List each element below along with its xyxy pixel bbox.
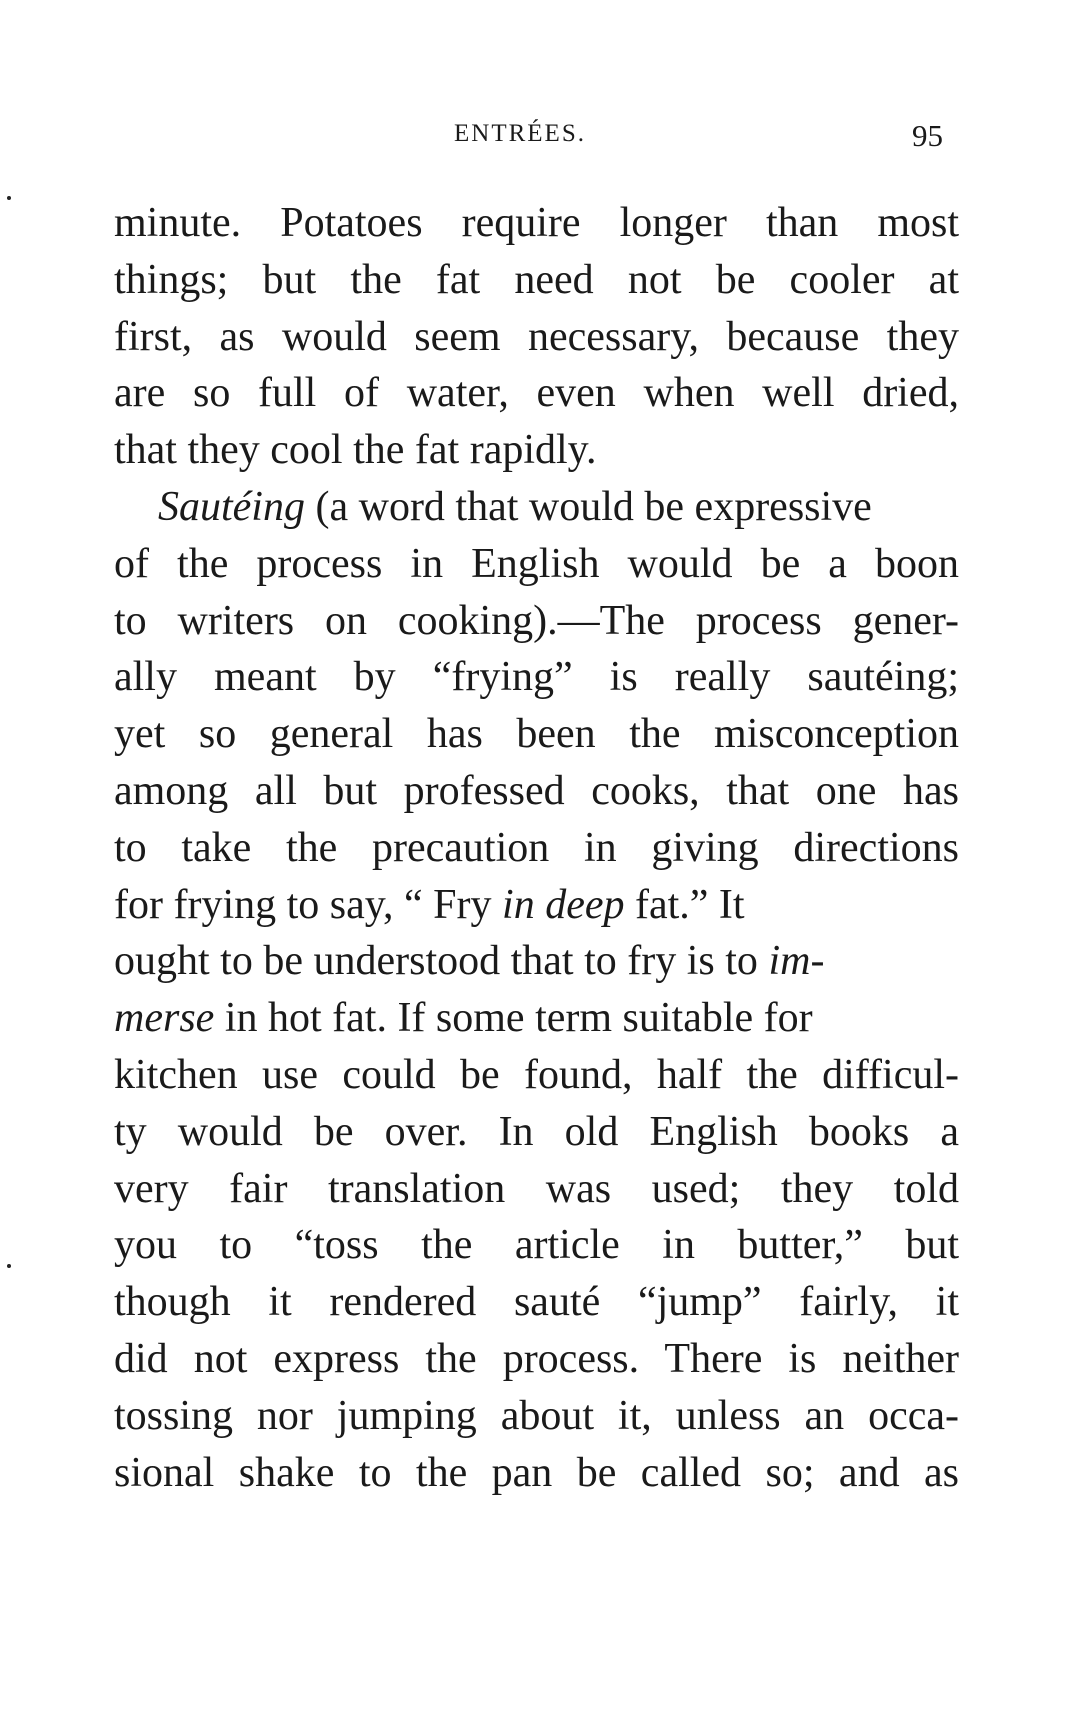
text-line: first, as would seem necessary, because they xyxy=(114,313,959,360)
text-run: in hot fat. If some term suitable for xyxy=(214,995,813,1042)
page-header xyxy=(0,120,1084,160)
italic-fragment: im- xyxy=(768,938,825,985)
body-text xyxy=(114,195,959,1501)
text-run: (a word that would be expressive xyxy=(304,483,872,530)
italic-term: Sautéing xyxy=(158,483,305,530)
text-line: did not express the process. There is neither xyxy=(114,1335,959,1382)
text-line: to writers on cooking).—The process gener- xyxy=(114,597,959,644)
running-title: ENTRÉES. xyxy=(454,120,586,147)
text-run: fat.” It xyxy=(624,881,745,928)
italic-fragment: merse xyxy=(114,995,215,1042)
page-number: 95 xyxy=(912,118,943,153)
text-line: sional shake to the pan be called so; and as xyxy=(114,1449,959,1496)
text-line: kitchen use could be found, half the difficul- xyxy=(114,1051,959,1098)
text-line: very fair translation was used; they told xyxy=(114,1165,959,1212)
text-run: for frying to say, “ Fry xyxy=(114,881,503,928)
text-line xyxy=(114,933,959,990)
margin-speck xyxy=(7,196,11,200)
text-line: you to “toss the article in butter,” but xyxy=(114,1222,959,1269)
text-run: ought to be understood that to fry is to xyxy=(114,938,769,985)
text-line: among all but professed cooks, that one has xyxy=(114,767,959,814)
margin-speck xyxy=(7,1264,11,1268)
paragraph-first-line xyxy=(114,479,959,536)
text-line xyxy=(114,990,959,1047)
text-line: minute. Potatoes require longer than most xyxy=(114,200,959,246)
text-line: that they cool the fat rapidly. xyxy=(114,427,597,474)
text-line: are so full of water, even when well dried, xyxy=(114,370,959,417)
text-line: of the process in English would be a boon xyxy=(114,540,959,587)
text-line: things; but the fat need not be cooler at xyxy=(114,256,959,303)
text-line: tossing nor jumping about it, unless an occa- xyxy=(114,1392,959,1439)
text-line: to take the precaution in giving directions xyxy=(114,824,959,871)
text-line: though it rendered sauté “jump” fairly, it xyxy=(114,1279,959,1326)
italic-phrase: in deep xyxy=(502,881,625,928)
text-line: yet so general has been the misconception xyxy=(114,711,959,758)
text-line xyxy=(114,877,959,934)
text-line: ally meant by “frying” is really sautéing; xyxy=(114,654,959,701)
text-line: ty would be over. In old English books a xyxy=(114,1108,959,1155)
